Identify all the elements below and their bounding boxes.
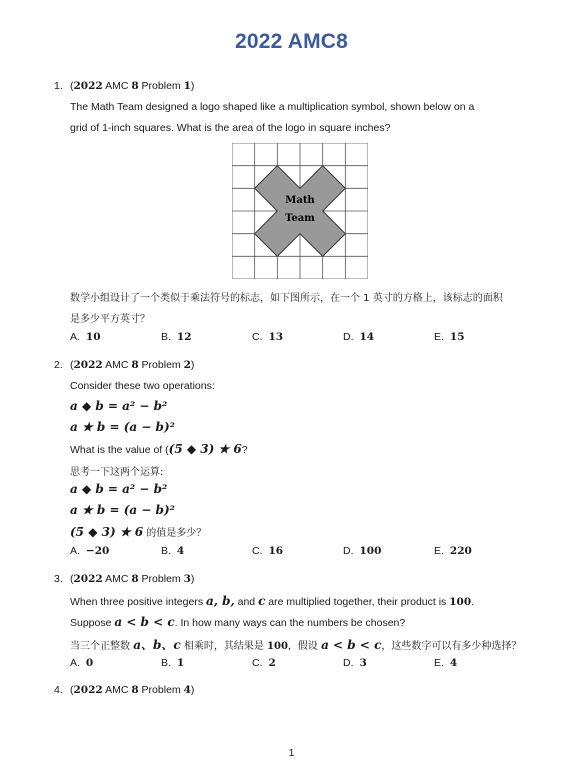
page-number: 1 xyxy=(288,748,295,759)
problem-text-cn: 数学小组设计了一个类似于乘法符号的标志，如下图所示，在一个 1 英寸的方格上，该标志的面积 xyxy=(70,293,503,304)
choice-a: A. 10 xyxy=(70,331,101,343)
operation-diamond: a ◆ b = a² − b² xyxy=(70,399,168,413)
operation-diamond-cn: a ◆ b = a² − b² xyxy=(70,482,168,496)
problem-header: (2022 AMC 8 Problem 3) xyxy=(70,573,195,585)
problem-number: 2. xyxy=(54,359,63,371)
choice-d: D. 3 xyxy=(343,657,367,669)
problem-text: The Math Team designed a logo shaped like a multiplication symbol, shown below on a xyxy=(70,101,475,113)
problem-number: 1. xyxy=(54,80,63,92)
choice-e: E. 220 xyxy=(434,545,472,557)
choice-c: C. 13 xyxy=(252,331,284,343)
problem-text: When three positive integers a, b, and c are multiplied together, their product is 100. xyxy=(70,594,475,608)
problem-header: (2022 AMC 8 Problem 4) xyxy=(70,684,195,696)
problem-text: Suppose a < b < c. In how many ways can the numbers be chosen? xyxy=(70,615,406,629)
choice-a: A. −20 xyxy=(70,545,110,557)
logo-grid-figure xyxy=(232,143,368,279)
choice-a: A. 0 xyxy=(70,657,94,669)
problem-header: (2022 AMC 8 Problem 2) xyxy=(70,359,195,371)
choice-d: D. 100 xyxy=(343,545,382,557)
page-title: 2022 AMC8 xyxy=(234,30,349,53)
logo-text-line-1: Math xyxy=(285,195,315,206)
choice-b: B. 1 xyxy=(161,657,185,669)
problem-number: 4. xyxy=(54,684,63,696)
problem-text-cn: 思考一下这两个运算: xyxy=(70,467,164,478)
operation-star-cn: a ★ b = (a − b)² xyxy=(70,503,175,517)
choice-b: B. 12 xyxy=(161,331,192,343)
choice-e: E. 15 xyxy=(434,331,465,343)
choice-b: B. 4 xyxy=(161,545,185,557)
problem-question: What is the value of ((5 ◆ 3) ★ 6? xyxy=(70,442,248,456)
choice-e: E. 4 xyxy=(434,657,458,669)
problem-number: 3. xyxy=(54,573,63,585)
logo-text-line-2: Team xyxy=(285,213,315,224)
operation-star: a ★ b = (a − b)² xyxy=(70,420,175,434)
problem-text-cn: 当三个正整数 a、b、c 相乘时，其结果是 100，假设 a < b < c，这些数字可以有多少种选择？ xyxy=(70,638,522,652)
problem-header: (2022 AMC 8 Problem 1) xyxy=(70,80,195,92)
answer-choices xyxy=(70,657,550,671)
choice-c: C. 2 xyxy=(252,657,276,669)
answer-choices xyxy=(70,331,550,345)
problem-text-cn: 是多少平方英寸？ xyxy=(70,314,150,325)
answer-choices xyxy=(70,545,550,559)
problem-question-cn: (5 ◆ 3) ★ 6 的值是多少？ xyxy=(70,525,207,539)
choice-d: D. 14 xyxy=(343,331,375,343)
choice-c: C. 16 xyxy=(252,545,284,557)
problem-text: grid of 1-inch squares. What is the area of the logo in square inches? xyxy=(70,122,391,134)
problem-text: Consider these two operations: xyxy=(70,380,215,392)
